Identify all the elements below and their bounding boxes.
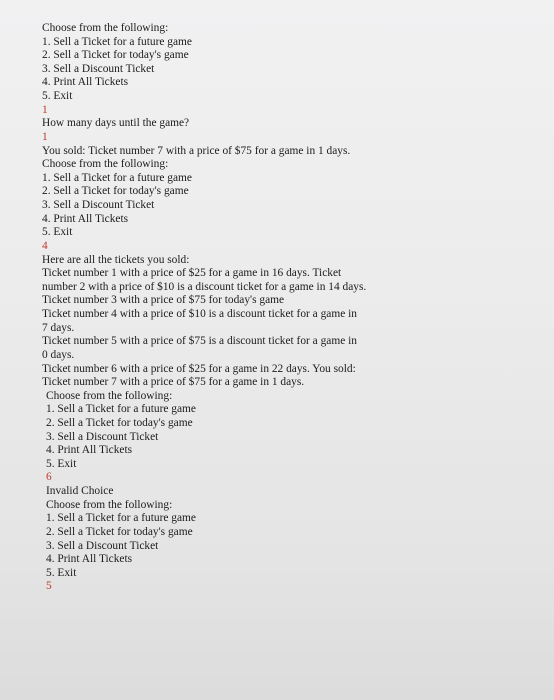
console-output-line: 2. Sell a Ticket for today's game	[46, 416, 193, 429]
console-output-line: Ticket number 4 with a price of $10 is a discount ticket for a game in	[42, 308, 357, 321]
console-output-line: 5. Exit	[46, 566, 77, 579]
user-input-line: 1	[42, 130, 48, 143]
console-output-line: 3. Sell a Discount Ticket	[42, 199, 155, 212]
user-input-line: 1	[42, 103, 48, 116]
console-output-line: 1. Sell a Ticket for a future game	[42, 171, 192, 184]
console-output-line: Invalid Choice	[46, 485, 114, 498]
console-output-line: 4. Print All Tickets	[46, 444, 133, 457]
console-output-line: 2. Sell a Ticket for today's game	[46, 525, 193, 538]
console-output-line: Ticket number 6 with a price of $25 for a game in 22 days. You sold:	[42, 362, 356, 375]
user-input-line: 6	[46, 471, 52, 484]
console-output-line: 1. Sell a Ticket for a future game	[46, 512, 196, 525]
console-output-line: Choose from the following:	[46, 498, 173, 511]
console-output-line: Choose from the following:	[42, 22, 169, 34]
console-output-line: 1. Sell a Ticket for a future game	[46, 403, 196, 416]
console-output-line: Choose from the following:	[46, 389, 173, 402]
console-output-line: 1. Sell a Ticket for a future game	[42, 35, 192, 48]
console-output-line: Ticket number 3 with a price of $75 for today's game	[42, 294, 285, 307]
console-output-line: 3. Sell a Discount Ticket	[46, 539, 159, 552]
console-output-line: 4. Print All Tickets	[46, 553, 133, 566]
console-output-line: 0 days.	[42, 348, 75, 361]
console-output-line: Choose from the following:	[42, 158, 169, 171]
console-output-line: 5. Exit	[42, 226, 73, 239]
console-output-line: Ticket number 1 with a price of $25 for a game in 16 days. Ticket	[42, 267, 342, 280]
console-output-line: 4. Print All Tickets	[42, 76, 129, 89]
console-output-line: 4. Print All Tickets	[42, 212, 129, 225]
console-output-line: 2. Sell a Ticket for today's game	[42, 49, 189, 62]
console-output-line: number 2 with a price of $10 is a discount ticket for a game in 14 days.	[42, 280, 367, 293]
console-output-line: 3. Sell a Discount Ticket	[46, 430, 159, 443]
console-output-line: Ticket number 7 with a price of $75 for a game in 1 days.	[42, 376, 305, 389]
console-output-line: Here are all the tickets you sold:	[42, 253, 190, 266]
console-output-line: 5. Exit	[46, 457, 77, 470]
user-input-line: 4	[42, 239, 48, 252]
console-output-line: How many days until the game?	[42, 117, 190, 130]
console-output-line: Ticket number 5 with a price of $75 is a discount ticket for a game in	[42, 335, 357, 348]
console-output-line: 2. Sell a Ticket for today's game	[42, 185, 189, 198]
console-output-line: You sold: Ticket number 7 with a price of $75 for a game in 1 days.	[42, 144, 351, 157]
console-output-line: 5. Exit	[42, 90, 73, 103]
user-input-line: 5	[46, 580, 52, 593]
console-output-line: 7 days.	[42, 321, 75, 334]
console-output-line: 3. Sell a Discount Ticket	[42, 62, 155, 75]
